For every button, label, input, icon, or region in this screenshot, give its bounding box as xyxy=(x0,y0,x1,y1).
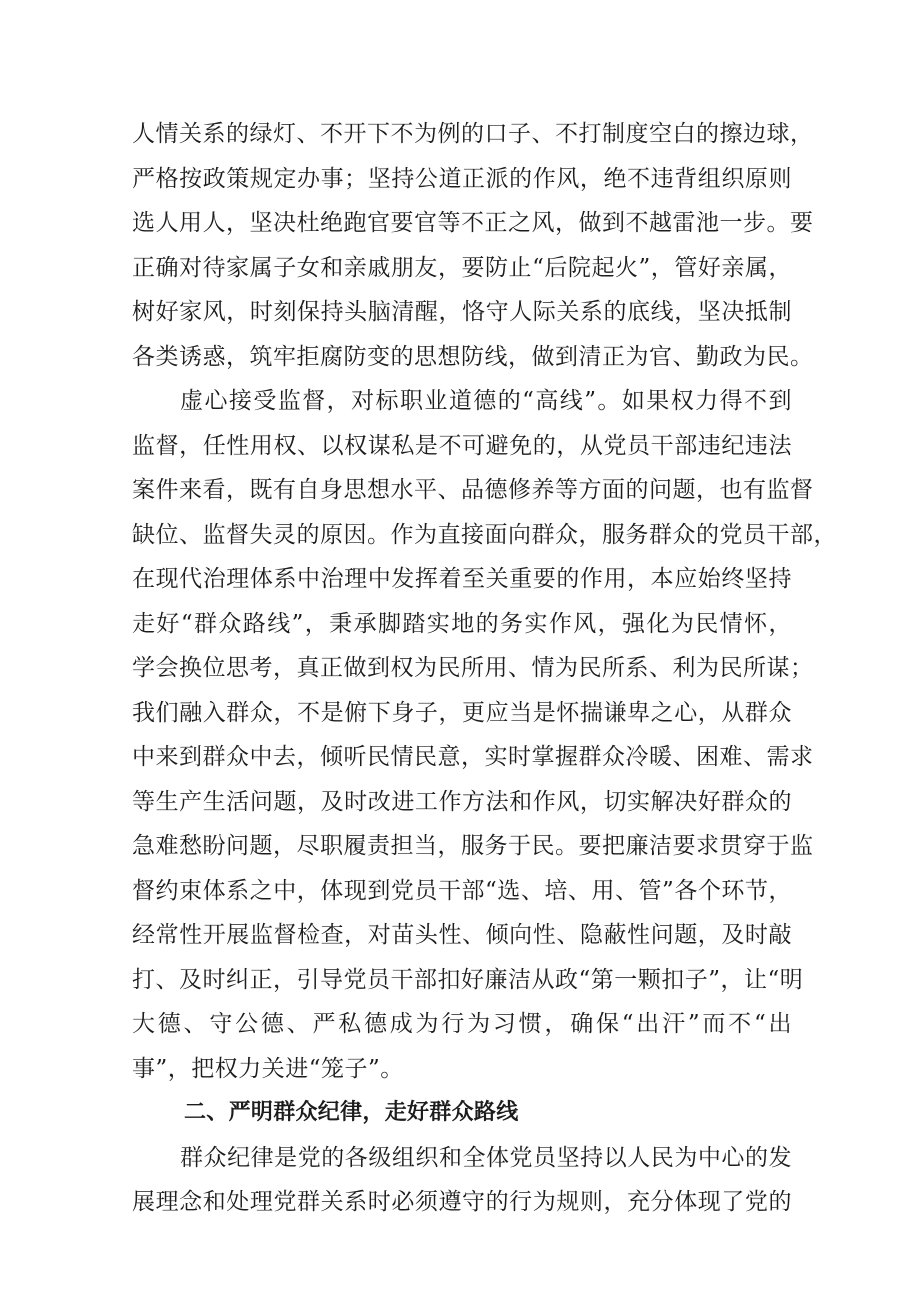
text-line: 虚心接受监督，对标职业道德的“高线”。如果权力得不到 xyxy=(180,388,792,414)
text-line: 选人用人，坚决杜绝跑官要官等不正之风，做到不越雷池一步。要 xyxy=(132,210,814,236)
text-line: 督约束体系之中，体现到党员干部“选、培、用、管”各个环节， xyxy=(132,877,792,904)
text-line: 在现代治理体系中治理中发挥着至关重要的作用，本应始终坚持 xyxy=(132,566,792,592)
text-line: 群众纪律是党的各级组织和全体党员坚持以人民为中心的发 xyxy=(180,1144,792,1171)
text-line: 学会换位思考，真正做到权为民所用、情为民所系、利为民所谋； xyxy=(132,655,814,681)
paragraph xyxy=(132,379,837,1091)
text-line: 缺位、监督失灵的原因。作为直接面向群众，服务群众的党员干部， xyxy=(132,521,837,548)
text-line: 经常性开展监督检查，对苗头性、倾向性、隐蔽性问题，及时敲 xyxy=(132,922,792,948)
document-body xyxy=(132,112,837,1225)
text-line: 急难愁盼问题，尽职履责担当，服务于民。要把廉洁要求贯穿于监 xyxy=(132,833,814,859)
text-line: 中来到群众中去，倾听民情民意，实时掌握群众冷暖、困难、需求 xyxy=(132,744,814,770)
text-line: 案件来看，既有自身思想水平、品德修养等方面的问题，也有监督 xyxy=(132,477,814,503)
text-line: 大德、守公德、严私德成为行为习惯，确保“出汗”而不“出 xyxy=(132,1011,792,1037)
text-line: 人情关系的绿灯、不开下不为例的口子、不打制度空白的擦边球， xyxy=(132,121,814,147)
paragraph xyxy=(132,112,814,379)
text-line: 各类诱惑，筑牢拒腐防变的思想防线，做到清正为官、勤政为民。 xyxy=(132,343,814,370)
text-line: 我们融入群众，不是俯下身子，更应当是怀揣谦卑之心，从群众 xyxy=(132,699,792,726)
text-line: 树好家风，时刻保持头脑清醒，恪守人际关系的底线，坚决抵制 xyxy=(132,299,792,325)
text-line: 正确对待家属子女和亲戚朋友，要防止“后院起火”，管好亲属， xyxy=(132,254,792,281)
text-line: 严格按政策规定办事；坚持公道正派的作风，绝不违背组织原则 xyxy=(132,165,792,192)
text-line: 事”，把权力关进“笼子”。 xyxy=(132,1055,404,1082)
text-line: 监督，任性用权、以权谋私是不可避免的，从党员干部违纪违法 xyxy=(132,432,792,459)
text-line: 打、及时纠正，引导党员干部扣好廉洁从政“第一颗扣子”，让“明 xyxy=(132,966,804,993)
text-line: 展理念和处理党群关系时必须遵守的行为规则，充分体现了党的 xyxy=(132,1189,792,1215)
text-line: 等生产生活问题，及时改进工作方法和作风，切实解决好群众的 xyxy=(132,788,792,815)
section-heading: 二、严明群众纪律，走好群众路线 xyxy=(184,1100,519,1125)
paragraph xyxy=(132,1136,792,1225)
text-line: 走好“群众路线”，秉承脚踏实地的务实作风，强化为民情怀， xyxy=(132,610,792,637)
